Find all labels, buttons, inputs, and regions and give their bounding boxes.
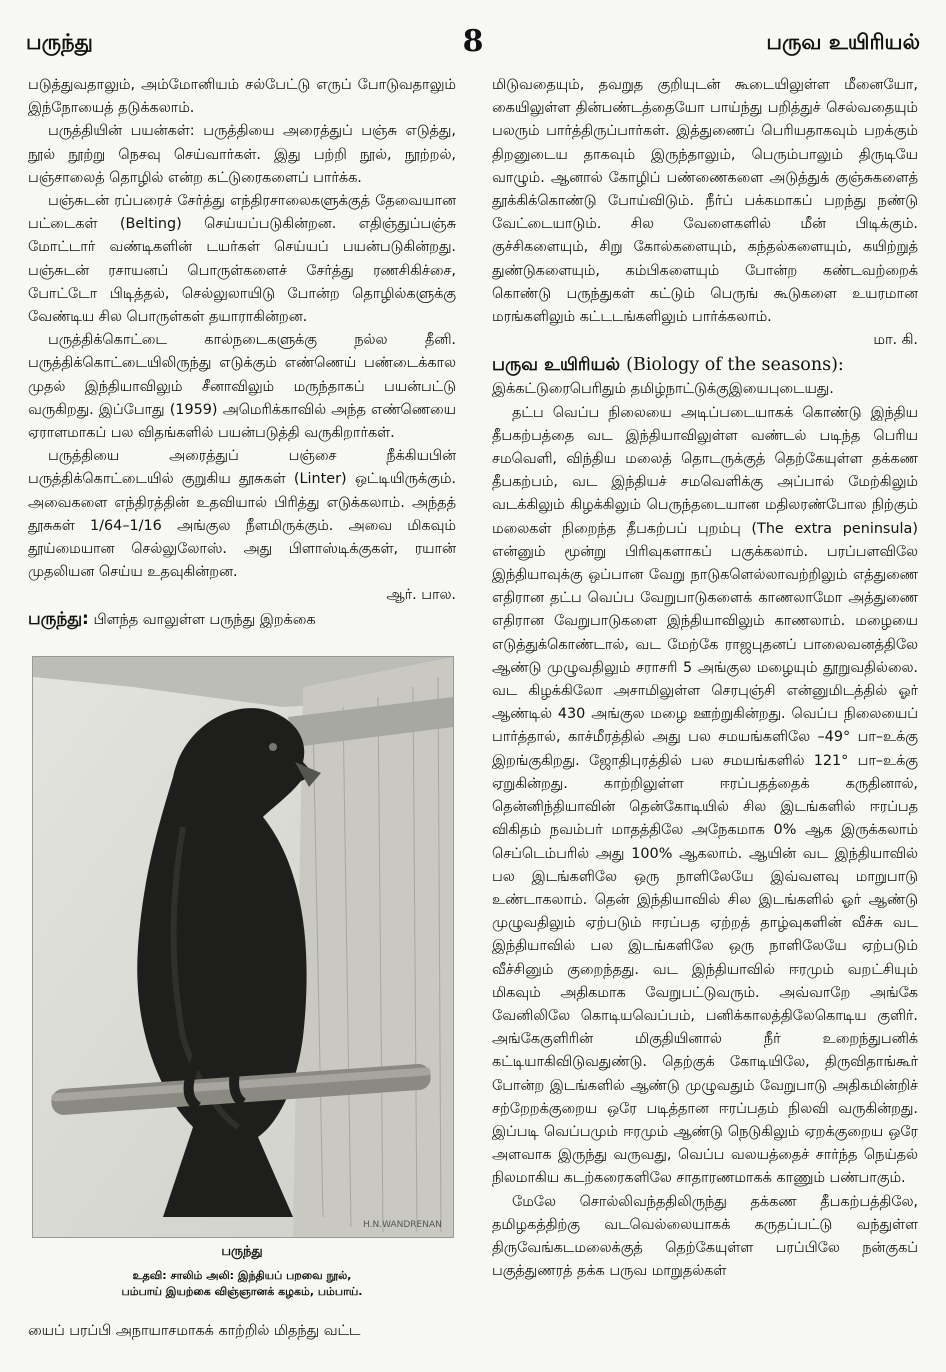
right-column (492, 74, 918, 1283)
artist-signature: H.N.WANDRENAN (363, 1220, 442, 1230)
paragraph: பருத்திக்கொட்டை கால்நடைகளுக்கு நல்ல தீனி. பருத்திக்கொட்டையிலிருந்து எடுக்கும் எண்ணெய் பண்டைக்கால முதல் இந்தியாவிலும் சீனாவிலும் மருந்தாகப் பயன்பட்டு வருகிறது. இப்போது (1959) அமெரிக்காவில் அந்த எண்ணெயை ஏராளமாகப் பல விதங்களில் பயன்படுத்தி வருகிறார்கள். (28, 332, 456, 442)
paragraph: இக்கட்டுரைபெரிதும் தமிழ்நாட்டுக்குஇயைபுடையது. (492, 381, 834, 398)
author-signature: ஆர். பால. (386, 587, 456, 604)
entry-start (28, 608, 456, 632)
figure-caption: பருந்து (221, 1244, 263, 1259)
paragraph: பருத்தியின் பயன்கள்: பருத்தியை அரைத்துப் பஞ்சு எடுத்து, நூல் நூற்று நெசவு செய்வார்கள். இது பற்றி நூல், நூற்றல், பஞ்சாலைத் தொழில் என்ற கட்டுரைகளைப் பார்க்க. (28, 123, 456, 186)
credit-line: பம்பாய் இயற்கை விஞ்ஞானக் கழகம், பம்பாய். (121, 1285, 363, 1298)
paragraph: தட்ப வெப்ப நிலையை அடிப்படையாகக் கொண்டு இந்திய தீபகற்பத்தை வட இந்தியாவிலுள்ள வண்டல் படிந்த பெரிய சமவெளி, விந்திய மலைத் தொடருக்குத் தெற்கேயுள்ள தக்கண தீபகற்பம், வட இந்தியச் சமவெளிக்கு அப்பால் மேற்கிலும் வடக்கிலும் கிழக்கிலும் பெருந்தடையான மதிலரண்போல நிற்கும் மலைகள் நிறைந்த தீபகற்பப் புறம்பு (The extra peninsula) என்னும் மூன்று பிரிவுகளாகப் பகுக்கலாம். பரப்பளவிலே இந்தியாவுக்கு ஒப்பான வேறு நாடுகளெல்லாவற்றிலும் எத்துணை எதிரான தட்ப வெப்ப வேறுபாடுகளைக் காணலாமோ அத்துணை எதிரான வேறுபாடுகளை இந்தியாவிலும் காணலாம். மழையை எடுத்துக்கொண்டால், வட மேற்கே ராஜபுதனப் பாலைவனத்திலே ஆண்டு முழுவதிலும் சராசரி 5 அங்குல மழையும் தூறுவதில்லை. வட கிழக்கிலோ அசாமிலுள்ள செரபுஞ்சி என்னுமிடத்தில் ஓர் ஆண்டில் 430 அங்குல மழை ஊற்றுகின்றது. வெப்ப நிலையைப் பார்த்தால், காச்மீரத்தில் அது பல சமயங்களிலே –49° பா–உக்கு இறங்குகிறது. ஜோதிபுரத்தில் பல சமயங்களில் 121° பா–உக்கு ஏறுகின்றது. காற்றிலுள்ள ஈரப்பதத்தைக் கருதினால், தென்னிந்தியாவின் தென்கோடியில் சில இடங்களில் ஈரப்பத விகிதம் நவம்பர் மாதத்திலே அநேகமாக 0% ஆக இருக்கலாம் செப்டெம்பரில் அது 100% ஆகலாம். ஆயின் வட இந்தியாவில் பல இடங்களிலே ஒரு நாளிலேயே இவ்வளவு மாறுபாடு உண்டாகலாம். தென் இந்தியாவில் சில இடங்களில் ஓர் ஆண்டு முழுவதிலும் ஏற்படும் ஈரப்பத ஏற்றத் தாழ்வுகளின் வீச்சு வட இந்தியாவில் பல இடங்களிலே ஒரு நாளிலேயே ஏற்படும் வீச்சினும் குறைந்தது. வட இந்தியாவில் ஈரமும் வறட்சியும் மிகவும் அதிகமாக வேறுபட்டுவரும். அவ்வாறே அங்கே வேனிலிலே கொடியவெப்பம், பனிக்காலத்திலேகொடிய குளிர். அங்கேகுளிரின் மிகுதியினால் நீர் உறைந்துபனிக் கட்டியாகிவிடுவதுண்டு. தெற்குக் கோடியிலே, திருவிதாங்கூர் போன்ற இடங்களில் ஆண்டு முழுவதும் வேறுபாடு அதிகமின்றிச் சற்றேறக்குறைய ஒரே படித்தான ஈரப்பதம் நிலவி வருகின்றது. இப்படி வெப்பமும் ஈரமும் ஆண்டு நெடுகிலும் ஏறக்குறைய ஒரே அளவாக இருந்து வருவது, வெப்ப வலயத்தைச் சார்ந்த நெய்தல் நிலமாகிய கடற்கரைகளிலே சாதாரணமாகக் காணும் பண்பாகும். (492, 404, 918, 1187)
paragraph: படுத்துவதாலும், அம்மோனியம் சல்பேட்டு எருப் போடுவதாலும் இந்நோயைத் தடுக்கலாம். (28, 77, 456, 117)
kite-illustration (32, 656, 454, 1238)
page-number: 8 (462, 24, 484, 59)
paragraph: பஞ்சுடன் ரப்பரைச் சேர்த்து எந்திரசாலைகளுக்குத் தேவையான பட்டைகள் (Belting) செய்யப்படுகின்றன. எதிஞ்துப்பஞ்சு மோட்டார் வண்டிகளின் டயர்கள் செய்யப் பயன்படுகின்றது. பஞ்சுடன் ரசாயனப் பொருள்களைச் சேர்த்து ரணசிகிச்சை, போட்டோ பிடித்தல், செல்லுலாயிடு போன்ற தொழில்களுக்கு வேண்டிய சில பொருள்கள் தயாராகின்றன. (28, 193, 456, 326)
header-right-term: பருவ உயிரியல் (766, 30, 920, 54)
entry-heading (492, 352, 918, 378)
paragraph: மிடுவதையும், தவறுத குறியுடன் கூடையிலுள்ள மீனையோ, கையிலுள்ள தின்பண்டத்தையோ பாய்ந்து பறித்துச் செல்வதையும் பலரும் பார்த்திருப்பார்கள். இத்துணைப் பெரியதாகவும் பறக்கும் திறனுடைய தாகவும் இருந்தாலும், பெரும்பாலும் திருடியே வாழும். ஆனால் கோழிப் பண்ணைகளை அடுத்துக் குஞ்சுகளைத் தூக்கிக்கொண்டு போய்விடும். நீர்ப் பக்கமாகப் பறந்து நண்டு வேட்டையாடும். சில வேளைகளில் மீன் பிடிக்கும். குச்சிகளையும், சிறு கோல்களையும், கந்தல்களையும், கயிற்றுத் துண்டுகளையும், கம்பிகளையும் போன்ற கண்டவற்றைக் கொண்டு பருந்துகள் கட்டும் பெருங் கூடுகளை உயரமான மரங்களிலும் கட்டடங்களிலும் பார்க்கலாம். (492, 77, 918, 326)
credit-line: உதவி: சாலிம் அலி: இந்தியப் பறவை நூல், (132, 1269, 352, 1282)
entry-heading: பருந்து: (28, 608, 89, 629)
entry-continuation: யைப் பரப்பி அநாயாசமாகக் காற்றில் மிதந்து வட்ட (28, 1323, 361, 1339)
entry-title-english: (Biology of the seasons): (626, 355, 844, 376)
page-header (26, 24, 920, 64)
entry-text: பிளந்த வாலுள்ள பருந்து இறக்கை (93, 611, 316, 628)
entry-title: பருவ உயிரியல் (492, 355, 621, 376)
figure-credit (28, 1268, 456, 1300)
paragraph: பருத்தியை அரைத்துப் பஞ்சை நீக்கியபின் பருத்திக்கொட்டையில் குறுகிய தூசுகள் (Linter) ஒட்டியிருக்கும். அவைகளை எந்திரத்தின் உதவியால் பிரித்து எடுக்கலாம். அந்தத் தூசுகள் 1/64–1/16 அங்குல நீளமிருக்கும். அவை மிகவும் தூய்மையான செல்லுலோஸ். அது பிளாஸ்டிக்குகள், ரயான் முதலியன செய்ய உதவுகின்றன. (28, 448, 456, 581)
header-left-term: பருந்து (26, 30, 93, 54)
left-column (28, 74, 456, 632)
author-signature: மா. கி. (873, 332, 918, 349)
kite-bird-drawing (33, 657, 453, 1237)
paragraph: மேலே சொல்லிவந்ததிலிருந்து தக்கண தீபகற்பத்திலே, தமிழகத்திற்கு வடவெல்லையாகக் கருதப்பட்டு வந்துள்ள திருவேங்கடமலைக்குத் தெற்கேயுள்ள பரப்பிலே நன்குகப் பகுத்துணரத் தக்க பருவ மாறுதல்கள் (492, 1193, 918, 1280)
